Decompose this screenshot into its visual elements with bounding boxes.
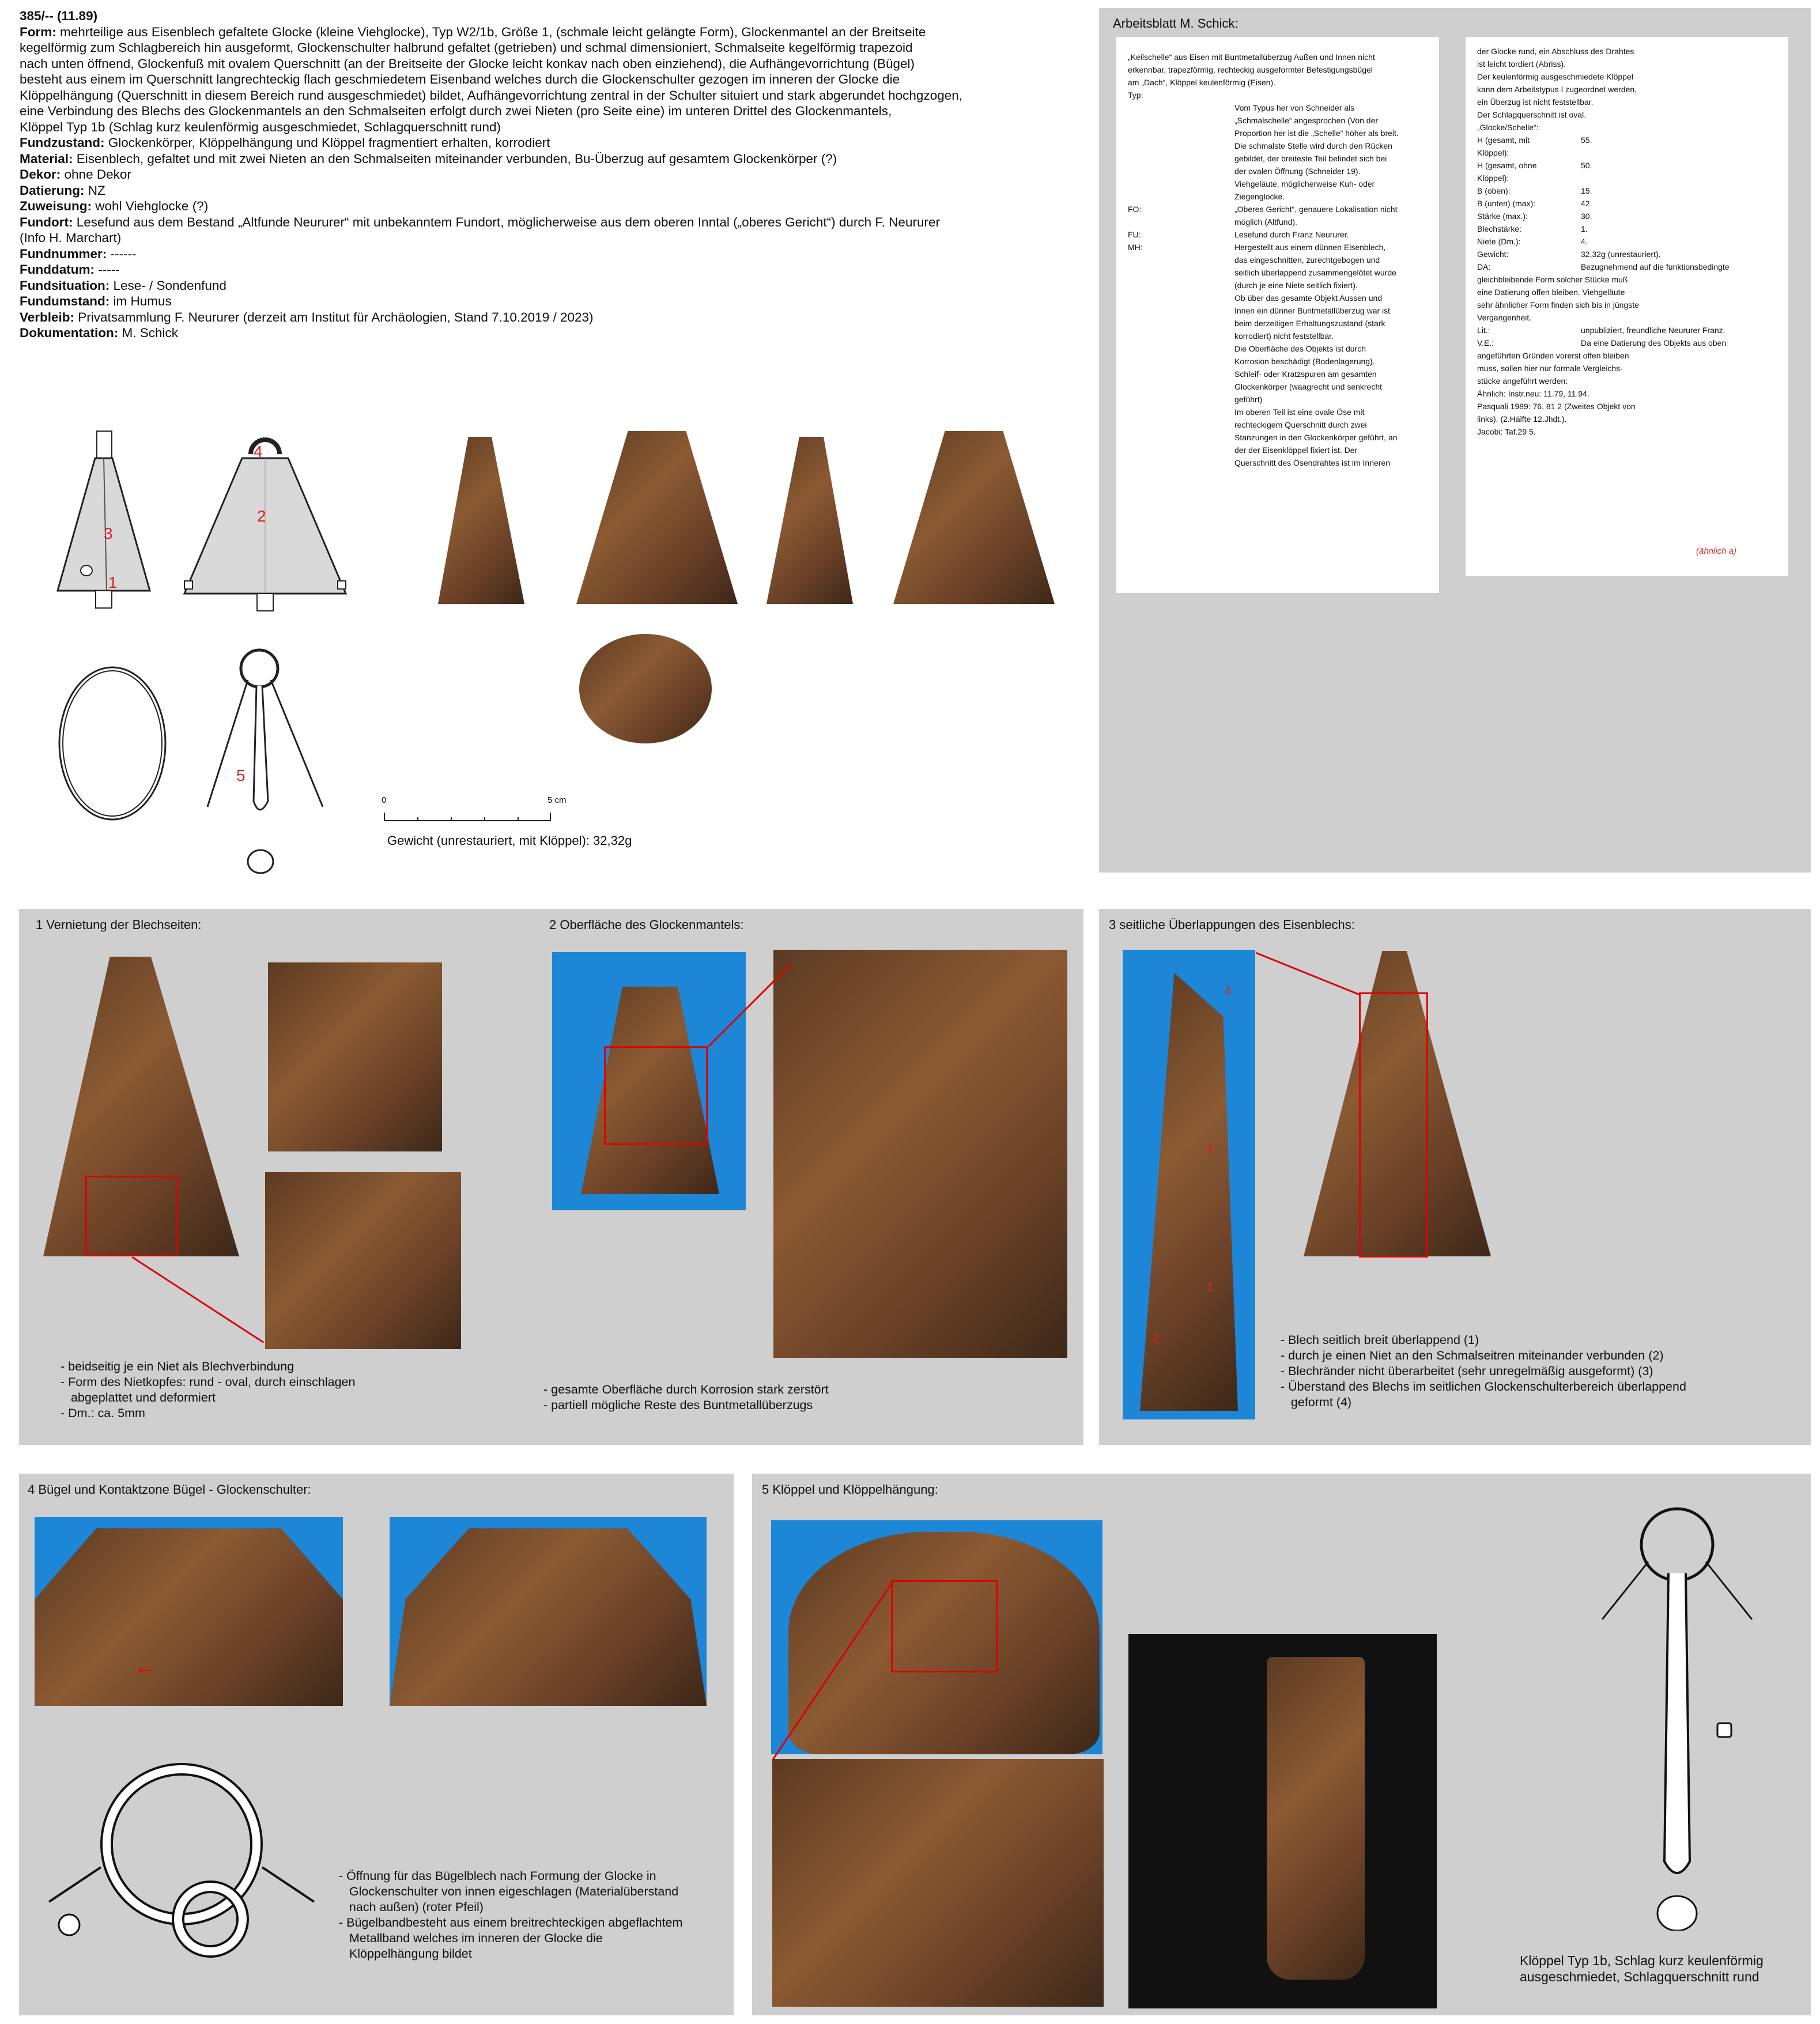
worksheet-row — [1477, 299, 1777, 311]
worksheet-value: der Glocke rund, ein Abschluss des Drahtes — [1477, 47, 1634, 56]
worksheet-row — [1477, 83, 1777, 96]
worksheet-key — [1128, 406, 1234, 418]
header-line — [20, 24, 1057, 40]
worksheet-value: der ovalen Öffnung (Schneider 19). — [1234, 167, 1361, 176]
worksheet-key: B (oben): — [1477, 186, 1511, 195]
worksheet-row — [1128, 127, 1428, 139]
worksheet-row — [1477, 146, 1777, 159]
header-label: Funddatum: — [20, 262, 95, 277]
header-value: im Humus — [109, 294, 172, 308]
header-line — [20, 88, 1057, 104]
worksheet-row — [1128, 152, 1428, 165]
worksheet-row — [1477, 235, 1777, 248]
worksheet-value: geführt) — [1234, 395, 1263, 404]
panel-5-photo-clapper — [1128, 1634, 1437, 2008]
worksheet-row — [1128, 456, 1428, 469]
worksheet-row — [1128, 330, 1428, 342]
header-value: besteht aus einem im Querschnitt langrechteckig flach geschmiedetem Eisenband welches durch die Glockenschulter gezogen im inneren der Glocke die — [20, 72, 900, 86]
worksheet-key — [1128, 418, 1234, 431]
header-value: (Info H. Marchart) — [20, 231, 122, 245]
worksheet-key — [1128, 101, 1234, 114]
bell-photo-side-2 — [766, 437, 853, 604]
header-line — [20, 71, 1057, 88]
header-value: M. Schick — [118, 326, 179, 340]
panel-2-title: 2 Oberfläche des Glockenmantels: — [549, 917, 744, 932]
worksheet-row — [1477, 197, 1777, 210]
header-label: Datierung: — [20, 183, 85, 198]
worksheet-key — [1128, 368, 1234, 380]
header-value: Privatsammlung F. Neururer (derzeit am Institut für Archäologien, Stand 7.10.2019 / 2023) — [74, 309, 594, 324]
worksheet-row — [1128, 165, 1428, 178]
worksheet-row — [1477, 248, 1777, 260]
worksheet-value: Proportion her ist die „Schelle“ höher als breit. — [1234, 129, 1399, 138]
worksheet-row — [1128, 368, 1428, 380]
worksheet-row — [1128, 393, 1428, 406]
header-value: Klöppel Typ 1b (Schlag kurz keulenförmig ausgeschmiedet, Schlagquerschnitt rund) — [20, 119, 501, 134]
bullet-line: - beidseitig je ein Niet als Blechverbindung — [61, 1360, 294, 1373]
worksheet-key — [1128, 444, 1234, 456]
worksheet-key: Blechstärke: — [1477, 224, 1522, 233]
worksheet-value: „Keilschelle“ aus Eisen mit Buntmetallüberzug Außen und Innen nicht — [1128, 52, 1375, 62]
worksheet-key: B (unten) (max): — [1477, 199, 1536, 208]
panel-2-highlight-box — [604, 1046, 708, 1145]
worksheet-row — [1128, 228, 1428, 241]
header-value: Klöppelhängung (Querschnitt in diesem Bereich rund ausgeschmiedet) bildet, Aufhängevorrichtung zentral in der Schulter situiert und stark abgerundet hochgzogen, — [20, 88, 962, 103]
worksheet-row — [1477, 311, 1777, 324]
worksheet-key — [1128, 114, 1234, 127]
header-line — [20, 198, 1057, 214]
scale-bar — [383, 811, 556, 823]
worksheet-row — [1128, 178, 1428, 190]
worksheet-value: Querschnitt des Ösendrahtes ist im Inneren — [1234, 458, 1391, 467]
worksheet-key — [1128, 152, 1234, 165]
header-value: NZ — [84, 183, 105, 198]
worksheet-value: unpubliziert, freundliche Neururer Franz. — [1581, 326, 1725, 335]
header-line — [20, 246, 1057, 262]
worksheet-key: H (gesamt, mit — [1477, 135, 1530, 145]
worksheet-row — [1128, 406, 1428, 418]
header-label: Dekor: — [20, 167, 61, 182]
panel-4-photo-loop-2 — [390, 1517, 707, 1706]
worksheet-key — [1128, 127, 1234, 139]
worksheet-value: 32,32g (unrestauriert). — [1581, 250, 1661, 259]
panel-3-bullets — [1281, 1332, 1686, 1410]
panel-1-highlight-box — [85, 1176, 178, 1256]
panel-3-mark-3: 3 — [1206, 1141, 1213, 1156]
worksheet-row — [1477, 222, 1777, 235]
worksheet-value: „Schmalschelle“ angesprochen (Von der — [1234, 116, 1379, 125]
worksheet-value: muss, sollen hier nur formale Vergleichs- — [1477, 364, 1623, 373]
worksheet-key: Typ: — [1128, 90, 1143, 100]
handwritten-note: (ähnlich a) — [1696, 546, 1737, 556]
worksheet-row — [1477, 184, 1777, 197]
bell-photo-front-2 — [893, 431, 1055, 604]
worksheet-value: möglich (Altfund). — [1234, 217, 1297, 226]
bullet-line: - Bügelbandbesteht aus einem breitrechteckigen abgeflachtem — [339, 1916, 683, 1929]
worksheet-key — [1128, 330, 1234, 342]
worksheet-value: 15. — [1581, 186, 1592, 195]
header-label: Dokumentation: — [20, 326, 119, 340]
worksheet-row — [1477, 413, 1777, 425]
panel-5-caption-line-1: Klöppel Typ 1b, Schlag kurz keulenförmig — [1520, 1953, 1764, 1968]
panel-3-side-photo — [1123, 950, 1255, 1419]
weight-label: Gewicht (unrestauriert, mit Klöppel): 32,32g — [387, 833, 632, 848]
worksheet-value: Ziegenglocke. — [1234, 192, 1285, 201]
worksheet-row — [1477, 172, 1777, 184]
header-value: Glockenkörper, Klöppelhängung und Klöppel fragmentiert erhalten, korrodiert — [104, 135, 550, 150]
worksheet-value: am „Dach“, Klöppel keulenförmig (Eisen). — [1128, 78, 1275, 87]
worksheet-value: (durch je eine Niete seitlich fixiert). — [1234, 281, 1358, 290]
worksheet-key — [1128, 254, 1234, 266]
header-line — [20, 103, 1057, 119]
worksheet-row — [1128, 444, 1428, 456]
worksheet-key — [1128, 139, 1234, 152]
panel-4-bullets — [339, 1868, 682, 1962]
panel-3-title: 3 seitliche Überlappungen des Eisenblechs: — [1109, 917, 1355, 932]
worksheet-key — [1128, 292, 1234, 304]
worksheet-value: „Oberes Gericht“, genauere Lokalisation nicht — [1234, 205, 1398, 214]
panel-4-loop-drawing — [43, 1752, 320, 1971]
worksheet-row — [1477, 45, 1777, 58]
worksheet-row — [1477, 375, 1777, 387]
worksheet-value: Jacobi: Taf.29 5. — [1477, 427, 1536, 436]
worksheet-sheet-left — [1116, 37, 1439, 593]
bullet-line: - durch je einen Niet an den Schmalseitren miteinander verbunden (2) — [1281, 1349, 1664, 1362]
bell-drawing-clapper — [190, 645, 340, 876]
worksheet-value: Der Schlagquerschnitt ist oval. — [1477, 110, 1587, 119]
worksheet-row — [1477, 260, 1777, 273]
worksheet-row — [1477, 337, 1777, 349]
header-line — [20, 214, 1057, 231]
header-label: Fundnummer: — [20, 246, 107, 261]
worksheet-value: gleichbleibende Form solcher Stücke muß — [1477, 275, 1628, 284]
header-value: mehrteilige aus Eisenblech gefaltete Glocke (kleine Viehglocke), Typ W2/1b, Größe 1, (schmale leicht gelängte Form), Glockenmantel an der Breitseite — [56, 24, 926, 39]
header-label: Material: — [20, 151, 73, 166]
worksheet-value: Ob über das gesamte Objekt Aussen und — [1234, 293, 1383, 303]
worksheet-value: rechteckigem Querschnitt durch zwei — [1234, 420, 1367, 429]
worksheet-value: Die Oberfläche des Objekts ist durch — [1234, 344, 1366, 353]
panel-5-highlight-box — [891, 1580, 998, 1672]
header-value: nach unten öffnend, Glockenfuß mit ovalem Querschnitt (an der Breitseite der Glocke leicht konkav nach oben einziehend), die Aufhängevorrichtung (Bügel) — [20, 56, 915, 71]
worksheet-value: ist leicht tordiert (Abriss). — [1477, 59, 1566, 69]
worksheet-row — [1477, 159, 1777, 172]
bullet-line: - Blechränder nicht überarbeitet (sehr unregelmäßig ausgeformt) (3) — [1281, 1364, 1653, 1378]
header-line — [20, 135, 1057, 151]
worksheet-key — [1128, 431, 1234, 444]
header-line — [20, 309, 1057, 326]
panel-1-bullets — [61, 1359, 355, 1421]
worksheet-value: Hergestellt aus einem dünnen Eisenblech, — [1234, 243, 1386, 252]
worksheet-value: sehr ähnlicher Form finden sich bis in jüngste — [1477, 300, 1639, 309]
header-label: Form: — [20, 24, 56, 39]
worksheet-row — [1128, 114, 1428, 127]
worksheet-value: 50. — [1581, 161, 1592, 170]
worksheet-value: Ähnlich: Instr.neu: 11.79, 11.94. — [1477, 389, 1589, 398]
catalog-id: 385/-- (11.89) — [20, 9, 98, 23]
worksheet-row — [1128, 241, 1428, 254]
worksheet-value: 4. — [1581, 237, 1588, 246]
bullet-line: - Überstand des Blechs im seitlichen Glockenschulterbereich überlappend — [1281, 1380, 1686, 1394]
panel-4-red-arrow: ← — [134, 1654, 157, 1679]
header-label: Verbleib: — [20, 309, 75, 324]
worksheet-value: Stanzungen in den Glockenkörper geführt, an — [1234, 433, 1398, 442]
header-line — [20, 293, 1057, 309]
worksheet-key — [1128, 178, 1234, 190]
worksheet-value: 42. — [1581, 199, 1592, 208]
panel-5-caption-line-2: ausgeschmiedet, Schlagquerschnitt rund — [1520, 1969, 1759, 1984]
worksheet-row — [1477, 362, 1777, 375]
worksheet-row — [1128, 292, 1428, 304]
worksheet-key: FO: — [1128, 205, 1142, 214]
worksheet-value: Innen ein dünner Buntmetallüberzug war ist — [1234, 306, 1391, 315]
panel-5-photo-detail — [772, 1759, 1104, 2007]
worksheet-row — [1128, 203, 1428, 216]
panel-2-surface-detail — [773, 950, 1067, 1358]
panel-1-title: 1 Vernietung der Blechseiten: — [36, 917, 202, 932]
worksheet-value: Vergangenheit. — [1477, 313, 1532, 322]
panel-3-mark-1: 1 — [1207, 1279, 1214, 1294]
header-value: wohl Viehglocke (?) — [92, 199, 209, 213]
worksheet-title: Arbeitsblatt M. Schick: — [1113, 16, 1238, 31]
worksheet-row — [1477, 273, 1777, 286]
worksheet-key — [1128, 216, 1234, 228]
worksheet-value: beim derzeitigen Erhaltungszustand (stark — [1234, 319, 1385, 328]
worksheet-key: Stärke (max.): — [1477, 212, 1528, 221]
header-value: kegelförmig zum Schlagbereich hin ausgeformt, Glockenschulter halbrund gefaltet (getrieben) und schmal dimensioniert, Schmalseite kegelförmig trapezoid — [20, 40, 913, 55]
worksheet-row — [1128, 51, 1428, 63]
bullet-line: - Form des Nietkopfes: rund - oval, durch einschlagen — [61, 1375, 356, 1389]
worksheet-sheet-right — [1466, 37, 1788, 576]
worksheet-row — [1477, 324, 1777, 337]
header-line — [20, 40, 1057, 56]
bell-photo-side-1 — [438, 437, 524, 604]
worksheet-key — [1128, 304, 1234, 317]
panel-3-mark-4: 4 — [1224, 983, 1232, 998]
scale-five-label: 5 cm — [547, 795, 567, 805]
worksheet-key: „Glocke/Schelle“: — [1477, 123, 1539, 132]
worksheet-panel — [1099, 8, 1811, 873]
panel-5-caption — [1520, 1953, 1764, 1985]
drawing-number-2: 2 — [257, 507, 266, 525]
worksheet-value: eine Datierung offen bleiben. Viehgeläute — [1477, 288, 1625, 297]
header-label: Zuweisung: — [20, 199, 92, 213]
worksheet-value: Vom Typus her von Schneider als — [1234, 103, 1355, 112]
bullet-line: Metallband welches im inneren der Glocke die — [339, 1931, 603, 1945]
worksheet-key: Lit.: — [1477, 326, 1490, 335]
worksheet-key: V.E.: — [1477, 338, 1494, 348]
bullet-line: nach außen) (roter Pfeil) — [339, 1900, 484, 1914]
panel-3-highlight-box — [1359, 992, 1428, 1258]
worksheet-value: erkennbar, trapezförmig, rechteckig ausgeformter Befestigungsbügel — [1128, 65, 1373, 74]
worksheet-value: Korrosion beschädigt (Bodenlagerung). — [1234, 357, 1375, 366]
worksheet-row — [1477, 400, 1777, 413]
worksheet-value: 30. — [1581, 212, 1592, 221]
header-line — [20, 325, 1057, 341]
header-line — [20, 230, 1057, 246]
header-value: eine Verbindung des Blechs des Glockenmantels an den Schmalseiten erfolgt durch zwei Nieten (pro Seite eine) im unteren Drittel des Glockenmantels, — [20, 104, 892, 118]
drawing-number-1: 1 — [108, 573, 118, 591]
header-line — [20, 262, 1057, 278]
worksheet-row — [1128, 380, 1428, 393]
worksheet-value: korrodiert) nicht feststellbar. — [1234, 331, 1334, 341]
worksheet-value: Der keulenförmig ausgeschmiedete Klöppel — [1477, 72, 1633, 81]
worksheet-key — [1128, 266, 1234, 279]
worksheet-value: seitlich überlappend zusammengelötet wurde — [1234, 268, 1396, 277]
bullet-line: - Blech seitlich breit überlappend (1) — [1281, 1333, 1479, 1347]
panel-2-bullets — [543, 1382, 829, 1413]
worksheet-value: 55. — [1581, 135, 1592, 145]
header-value: Eisenblech, gefaltet und mit zwei Nieten an den Schmalseiten miteinander verbunden, Bu-Überzug auf gesamtem Glockenkörper (?) — [73, 151, 837, 166]
worksheet-value: kann dem Arbeitstypus I zugeordnet werden, — [1477, 85, 1637, 94]
drawing-number-5: 5 — [236, 766, 246, 784]
worksheet-row — [1477, 286, 1777, 299]
worksheet-value: angeführten Gründen vorerst offen bleiben — [1477, 351, 1629, 360]
worksheet-key — [1128, 355, 1234, 368]
worksheet-key — [1128, 165, 1234, 178]
drawing-number-4: 4 — [254, 443, 263, 460]
bell-photo-front-1 — [576, 431, 738, 604]
worksheet-key — [1128, 393, 1234, 406]
worksheet-row — [1128, 279, 1428, 292]
header-text — [20, 8, 1057, 341]
worksheet-row — [1128, 101, 1428, 114]
worksheet-key: FU: — [1128, 230, 1141, 239]
panel-5-title: 5 Klöppel und Klöppelhängung: — [762, 1482, 938, 1497]
worksheet-row — [1128, 431, 1428, 444]
worksheet-value: Pasquali 1989: 76, 81 2 (Zweites Objekt von — [1477, 402, 1636, 411]
worksheet-value: 1. — [1581, 224, 1588, 233]
worksheet-value: links), (2.Hälfte 12.Jhdt.). — [1477, 414, 1567, 424]
panel-4-title: 4 Bügel und Kontaktzone Bügel - Glockenschulter: — [28, 1482, 311, 1497]
worksheet-value: stücke angeführt werden: — [1477, 376, 1568, 386]
header-line — [20, 151, 1057, 167]
worksheet-row — [1128, 342, 1428, 355]
worksheet-row — [1128, 355, 1428, 368]
bullet-line: - Dm.: ca. 5mm — [61, 1406, 145, 1420]
header-line — [20, 183, 1057, 199]
header-value: ----- — [94, 262, 120, 277]
header-line — [20, 278, 1057, 294]
bullet-line: geformt (4) — [1281, 1395, 1352, 1409]
worksheet-key: Gewicht: — [1477, 250, 1509, 259]
bullet-line: - gesamte Oberfläche durch Korrosion stark zerstört — [543, 1383, 829, 1396]
worksheet-row — [1128, 190, 1428, 203]
worksheet-key: Klöppel): — [1477, 173, 1509, 183]
bullet-line: - partiell mögliche Reste des Buntmetallüberzugs — [543, 1398, 813, 1412]
worksheet-key: MH: — [1128, 243, 1143, 252]
worksheet-row — [1477, 425, 1777, 438]
header-label: Fundumstand: — [20, 294, 110, 308]
header-label: Fundzustand: — [20, 135, 105, 150]
header-label: Fundort: — [20, 214, 73, 229]
header-line — [20, 119, 1057, 135]
worksheet-value: Die schmalste Stelle wird durch den Rücken — [1234, 141, 1392, 150]
bullet-line: Glockenschulter von innen eigeschlagen (Materialüberstand — [339, 1885, 679, 1898]
worksheet-row — [1477, 108, 1777, 121]
worksheet-value: Bezugnehmend auf die funktionsbedingte — [1581, 262, 1730, 271]
header-value: ohne Dekor — [61, 167, 131, 182]
panel-1-rivet-detail-1 — [268, 962, 442, 1151]
worksheet-row — [1128, 216, 1428, 228]
worksheet-value: Schleif- oder Kratzspuren am gesamten — [1234, 369, 1377, 379]
worksheet-value: Lesefund durch Franz Neururer. — [1234, 230, 1349, 239]
bell-drawing-section-oval — [55, 663, 170, 824]
worksheet-key — [1128, 190, 1234, 203]
worksheet-row — [1128, 63, 1428, 76]
worksheet-key — [1128, 380, 1234, 393]
header-label: Fundsituation: — [20, 278, 110, 293]
worksheet-value: Viehgeläute, möglicherweise Kuh- oder — [1234, 179, 1375, 188]
worksheet-row — [1477, 70, 1777, 83]
worksheet-row — [1477, 121, 1777, 134]
worksheet-row — [1477, 96, 1777, 108]
worksheet-row — [1477, 58, 1777, 70]
worksheet-value: Im oberen Teil ist eine ovale Öse mit — [1234, 407, 1365, 417]
scale-zero-label: 0 — [382, 795, 387, 805]
worksheet-row — [1128, 254, 1428, 266]
worksheet-row — [1477, 134, 1777, 146]
worksheet-key: Klöppel): — [1477, 148, 1509, 157]
header-line — [20, 167, 1057, 183]
worksheet-key — [1128, 279, 1234, 292]
worksheet-row — [1128, 266, 1428, 279]
worksheet-row — [1477, 387, 1777, 400]
worksheet-row — [1477, 210, 1777, 222]
worksheet-value: gebildet, der breiteste Teil befindet sich bei — [1234, 154, 1387, 163]
bullet-line: - Öffnung für das Bügelblech nach Formung der Glocke in — [339, 1869, 656, 1883]
worksheet-key: Niete (Dm.): — [1477, 237, 1521, 246]
worksheet-value: Glockenkörper (waagrecht und senkrecht — [1234, 382, 1383, 391]
worksheet-row — [1128, 139, 1428, 152]
worksheet-row — [1128, 76, 1428, 89]
worksheet-row — [1128, 317, 1428, 330]
worksheet-value: Da eine Datierung des Objekts aus oben — [1581, 338, 1727, 348]
bell-drawing-side — [52, 426, 156, 617]
header-value: ------ — [107, 246, 137, 261]
worksheet-key: DA: — [1477, 262, 1491, 271]
drawing-number-3: 3 — [104, 524, 113, 542]
panel-1-rivet-detail-2 — [265, 1172, 461, 1349]
worksheet-value: der der Eisenklöppel fixiert ist. Der — [1234, 445, 1358, 455]
worksheet-row — [1128, 304, 1428, 317]
worksheet-row — [1477, 349, 1777, 362]
header-value: Lese- / Sondenfund — [109, 278, 226, 293]
bullet-line: Klöppelhängung bildet — [339, 1947, 472, 1961]
worksheet-row — [1128, 418, 1428, 431]
worksheet-key — [1128, 317, 1234, 330]
header-value: Lesefund aus dem Bestand „Altfunde Neururer“ mit unbekanntem Fundort, möglicherweise aus dem oberen Inntal („oberes Gericht“) durch F. Neururer — [73, 214, 940, 229]
worksheet-key — [1128, 456, 1234, 469]
worksheet-key — [1128, 342, 1234, 355]
panel-5-clapper-drawing — [1591, 1504, 1764, 1931]
worksheet-row — [1128, 89, 1428, 101]
bell-photo-bottom-view — [579, 634, 712, 743]
header-line — [20, 56, 1057, 72]
panel-3-mark-2: 2 — [1153, 1331, 1160, 1346]
worksheet-value: ein Überzug ist nicht feststellbar. — [1477, 97, 1594, 107]
worksheet-value: das eingeschnitten, zurechtgebogen und — [1234, 255, 1380, 265]
panel-4-photo-loop-1 — [35, 1517, 343, 1706]
worksheet-key: H (gesamt, ohne — [1477, 161, 1537, 170]
bullet-line: abgeplattet und deformiert — [61, 1391, 216, 1404]
